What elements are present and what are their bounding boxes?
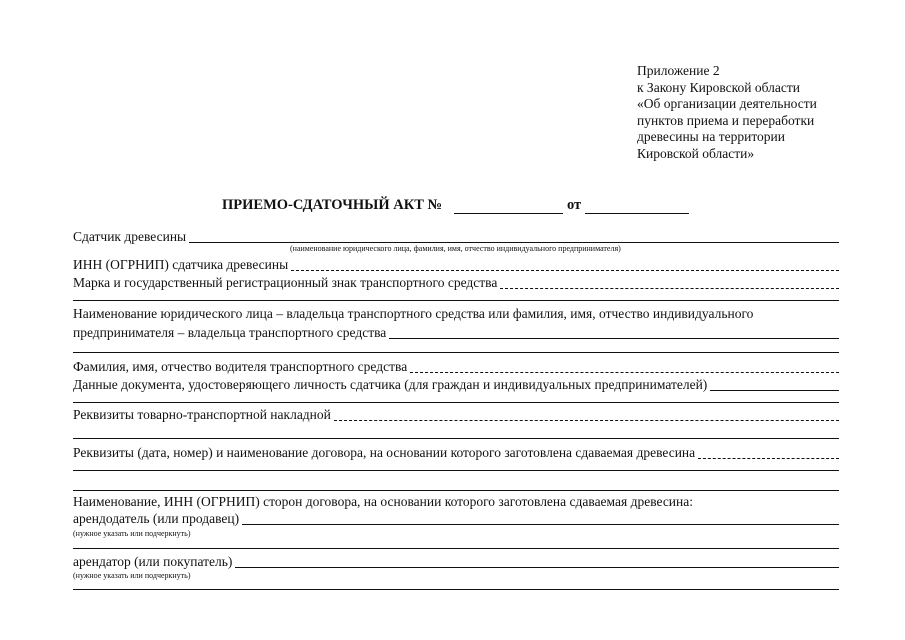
parties-label: Наименование, ИНН (ОГРНИП) сторон договора, на основании которого заготовлена сдаваемая древесина: (73, 494, 693, 509)
act-number-blank (454, 213, 563, 214)
lessee-extra-line[interactable] (73, 589, 839, 590)
supplier-label: Сдатчик древесины (73, 229, 187, 244)
appendix-line: Приложение 2 (637, 63, 720, 78)
owner-field[interactable] (389, 338, 839, 339)
lessor-extra-line[interactable] (73, 548, 839, 549)
lessee-hint: (нужное указать или подчеркнуть) (73, 571, 191, 580)
waybill-extra-line[interactable] (73, 438, 839, 439)
contract-field[interactable] (698, 458, 839, 459)
supplier-row (73, 226, 839, 246)
lessor-hint: (нужное указать или подчеркнуть) (73, 529, 191, 538)
appendix-line: к Закону Кировской области (637, 79, 801, 95)
owner-extra-line[interactable] (73, 352, 839, 353)
waybill-row (73, 404, 839, 424)
contract-extra-line-1[interactable] (73, 470, 839, 471)
supplier-hint: (наименование юридического лица, фамилия, имя, отчество индивидуального предпринимателя) (290, 244, 621, 253)
appendix-line: пунктов приема и переработки (637, 112, 815, 128)
inn-row (73, 254, 839, 274)
act-title: ПРИЕМО-СДАТОЧНЫЙ АКТ № (222, 197, 443, 213)
vehicle-extra-line[interactable] (73, 300, 839, 301)
lessor-label: арендодатель (или продавец) (73, 511, 240, 526)
contract-label: Реквизиты (дата, номер) и наименование договора, на основании которого заготовлена сдаваемая древесина (73, 445, 696, 460)
lessor-row (73, 508, 839, 528)
inn-label: ИНН (ОГРНИП) сдатчика древесины (73, 257, 289, 272)
identity-extra-line[interactable] (73, 402, 839, 403)
appendix-block (637, 63, 897, 163)
vehicle-row (73, 272, 839, 292)
waybill-label: Реквизиты товарно-транспортной накладной (73, 407, 331, 422)
lessee-field[interactable] (235, 567, 839, 568)
owner-label-line1: Наименование юридического лица – владельца транспортного средства или фамилия, имя, отчество индивидуального (73, 306, 754, 321)
supplier-field[interactable] (189, 242, 839, 243)
contract-extra-line-2[interactable] (73, 490, 839, 491)
appendix-line: древесины на территории (637, 129, 785, 145)
vehicle-label: Марка и государственный регистрационный знак транспортного средства (73, 275, 498, 290)
driver-row (73, 356, 839, 376)
identity-field[interactable] (710, 390, 839, 391)
driver-field[interactable] (410, 372, 839, 373)
contract-row (73, 442, 839, 462)
act-date-blank (585, 213, 689, 214)
lessee-label: арендатор (или покупатель) (73, 554, 233, 569)
vehicle-field[interactable] (500, 288, 839, 289)
waybill-field[interactable] (334, 420, 839, 421)
identity-label: Данные документа, удостоверяющего личность сдатчика (для граждан и индивидуальных предпринимателей) (73, 377, 708, 392)
act-date-label: от (567, 197, 582, 213)
appendix-line: Кировской области» (637, 145, 755, 161)
identity-row (73, 374, 839, 394)
inn-field[interactable] (291, 270, 839, 271)
lessor-field[interactable] (242, 524, 839, 525)
lessee-row (73, 551, 839, 571)
owner-label-line2: предпринимателя – владельца транспортного средства (73, 325, 387, 340)
owner-row (73, 322, 839, 342)
appendix-line: «Об организации деятельности (637, 96, 817, 112)
driver-label: Фамилия, имя, отчество водителя транспортного средства (73, 359, 408, 374)
